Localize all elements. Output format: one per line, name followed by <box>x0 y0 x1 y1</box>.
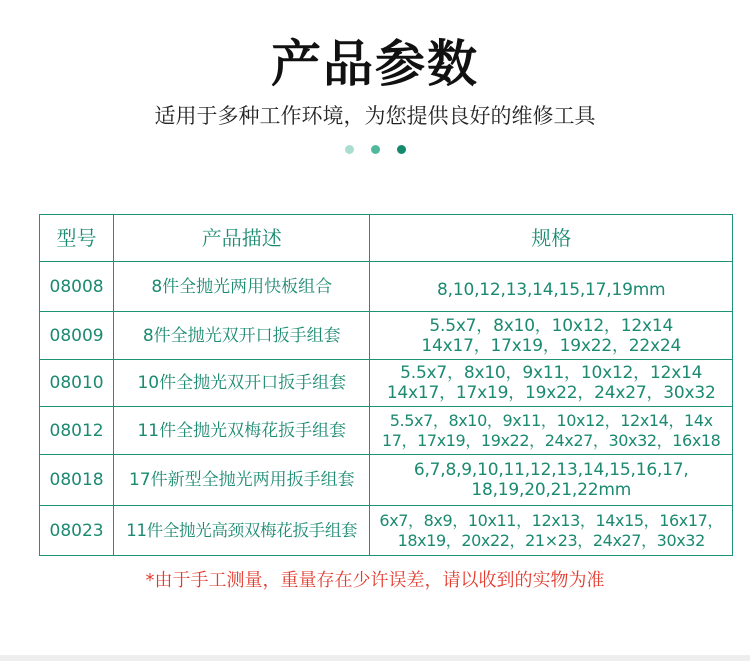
table-row <box>40 455 733 506</box>
model-cell: 08010 <box>40 360 114 407</box>
spec-line: 18,19,20,21,22mm <box>471 480 632 500</box>
table-row <box>40 312 733 360</box>
description-cell: 10件全抛光双开口扳手组套 <box>114 360 370 407</box>
header-spec: 规格 <box>370 215 733 262</box>
dot-icon <box>371 145 380 154</box>
description-cell: 8件全抛光两用快板组合 <box>114 262 370 312</box>
page-subtitle: 适用于多种工作环境，为您提供良好的维修工具 <box>154 104 596 128</box>
model-cell: 08008 <box>40 262 114 312</box>
model-cell: 08009 <box>40 312 114 360</box>
spec-cell <box>370 360 733 407</box>
description-cell: 17件新型全抛光两用扳手组套 <box>114 455 370 506</box>
table-header-row <box>40 215 733 262</box>
spec-line: 5.5x7，8x10，10x12，12x14 <box>429 315 674 336</box>
spec-cell <box>370 312 733 360</box>
header-model: 型号 <box>40 215 114 262</box>
description-cell: 11件全抛光双梅花扳手组套 <box>114 407 370 455</box>
model-cell: 08018 <box>40 455 114 506</box>
spec-cell <box>370 407 733 455</box>
description-cell: 8件全抛光双开口扳手组套 <box>114 312 370 360</box>
spec-line: 14x17，17x19，19x22，24x27，30x32 <box>386 383 716 403</box>
spec-line: 14x17，17x19，19x22，22x24 <box>421 335 682 356</box>
bottom-divider <box>0 655 750 661</box>
spec-line: 8,10,12,13,14,15,17,19mm <box>437 279 666 300</box>
header-description: 产品描述 <box>114 215 370 262</box>
model-cell: 08023 <box>40 506 114 556</box>
spec-line: 6,7,8,9,10,11,12,13,14,15,16,17, <box>413 460 689 480</box>
spec-line: 5.5x7，8x10，9x11，10x12，12x14 <box>400 363 703 383</box>
dot-icon <box>345 145 354 154</box>
table-row <box>40 262 733 312</box>
spec-table <box>39 214 733 556</box>
spec-line: 5.5x7，8x10，9x11，10x12，12x14，14x <box>389 410 713 430</box>
dot-icon <box>397 145 406 154</box>
table-row <box>40 506 733 556</box>
description-cell: 11件全抛光高颈双梅花扳手组套 <box>114 506 370 556</box>
spec-cell <box>370 455 733 506</box>
spec-cell <box>370 262 733 312</box>
spec-line: 17，17x19，19x22，24x27，30x32，16x18 <box>381 430 721 450</box>
model-cell: 08012 <box>40 407 114 455</box>
table-row <box>40 407 733 455</box>
decorative-dots <box>0 145 750 154</box>
page-title: 产品参数 <box>271 35 479 93</box>
spec-line: 18x19，20x22，21×23，24x27，30x32 <box>397 530 705 550</box>
table-row <box>40 360 733 407</box>
spec-line: 6x7，8x9，10x11，12x13，14x15，16x17， <box>379 510 724 530</box>
spec-cell <box>370 506 733 556</box>
disclaimer-note: *由于手工测量，重量存在少许误差，请以收到的实物为准 <box>145 570 605 591</box>
